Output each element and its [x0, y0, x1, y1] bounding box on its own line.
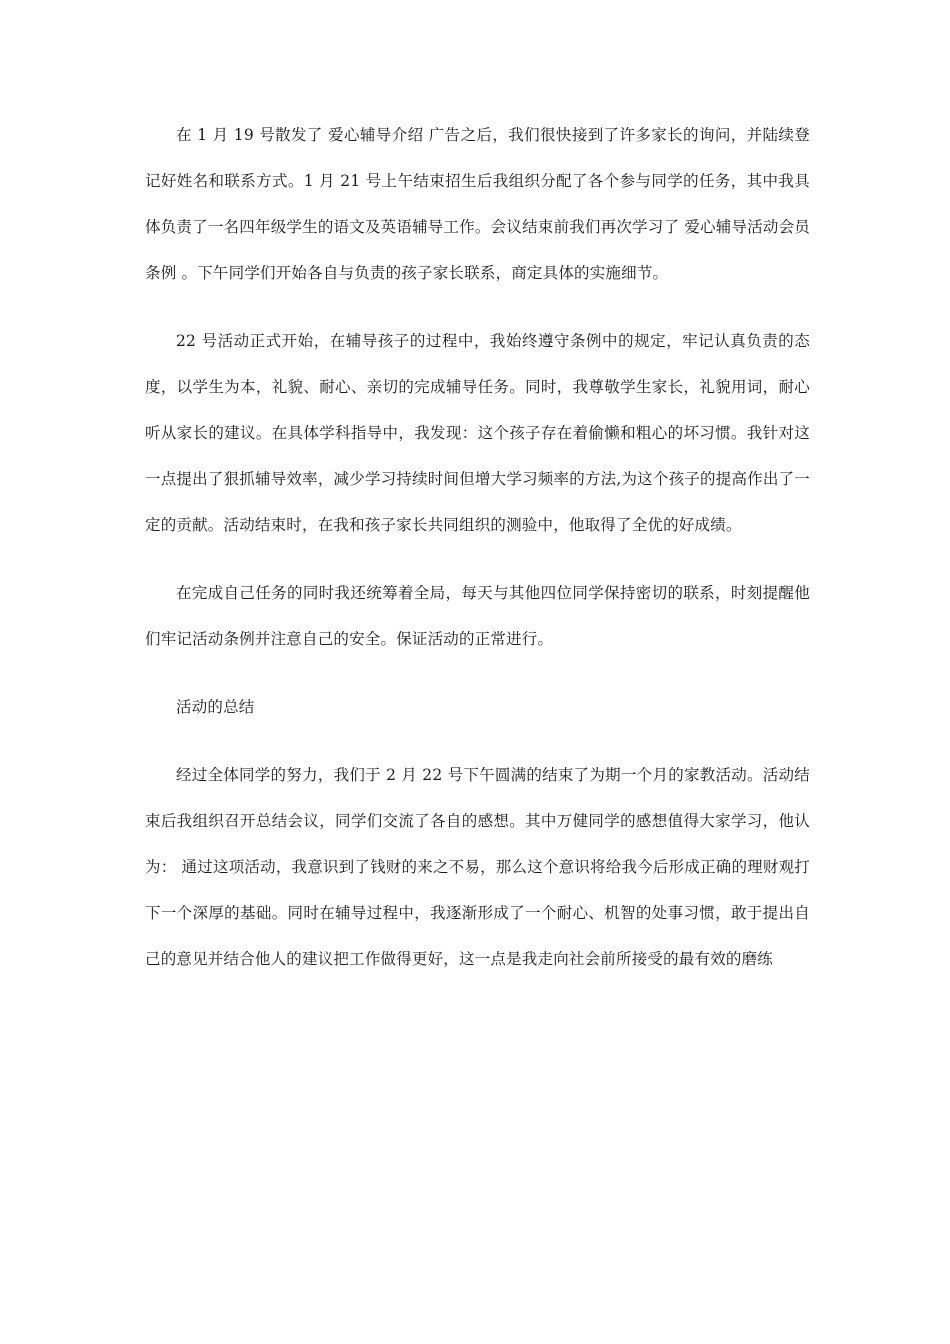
- paragraph-gap: [145, 548, 810, 570]
- document-body: [145, 112, 810, 982]
- paragraph-3: 在完成自己任务的同时我还统筹着全局，每天与其他四位同学保持密切的联系，时刻提醒他们牢记活动条例并注意自己的安全。保证活动的正常进行。: [145, 584, 810, 648]
- paragraph-gap: [145, 662, 810, 684]
- paragraph-4: 经过全体同学的努力，我们于 2 月 22 号下午圆满的结束了为期一个月的家教活动。活动结束后我组织召开总结会议，同学们交流了各自的感想。其中万健同学的感想值得大家学习，他认为： 通过这项活动，我意识到了钱财的来之不易，那么这个意识将给我今后形成正确的理财观打下一个深厚的基础。同时在辅导过程中，我逐渐形成了一个耐心、机智的处事习惯，敢于提出自己的意见并结合他人的建议把工作做得更好，这一点是我走向社会前所接受的最有效的磨练: [145, 766, 810, 968]
- paragraph-2: 22 号活动正式开始，在辅导孩子的过程中，我始终遵守条例中的规定，牢记认真负责的态度，以学生为本，礼貌、耐心、亲切的完成辅导任务。同时，我尊敬学生家长，礼貌用词，耐心听从家长的建议。在具体学科指导中，我发现：这个孩子存在着偷懒和粗心的坏习惯。我针对这一点提出了狠抓辅导效率，减少学习持续时间但增大学习频率的方法,为这个孩子的提高作出了一定的贡献。活动结束时，在我和孩子家长共同组织的测验中，他取得了全优的好成绩。: [145, 332, 810, 534]
- paragraph-gap: [145, 730, 810, 752]
- paragraph-1: 在 1 月 19 号散发了 爱心辅导介绍 广告之后，我们很快接到了许多家长的询问，并陆续登记好姓名和联系方式。1 月 21 号上午结束招生后我组织分配了各个参与同学的任务，其中我具体负责了一名四年级学生的语文及英语辅导工作。会议结束前我们再次学习了 爱心辅导活动会员条例 。下午同学们开始各自与负责的孩子家长联系，商定具体的实施细节。: [145, 126, 810, 282]
- section-heading: 活动的总结: [176, 698, 255, 716]
- paragraph-gap: [145, 296, 810, 318]
